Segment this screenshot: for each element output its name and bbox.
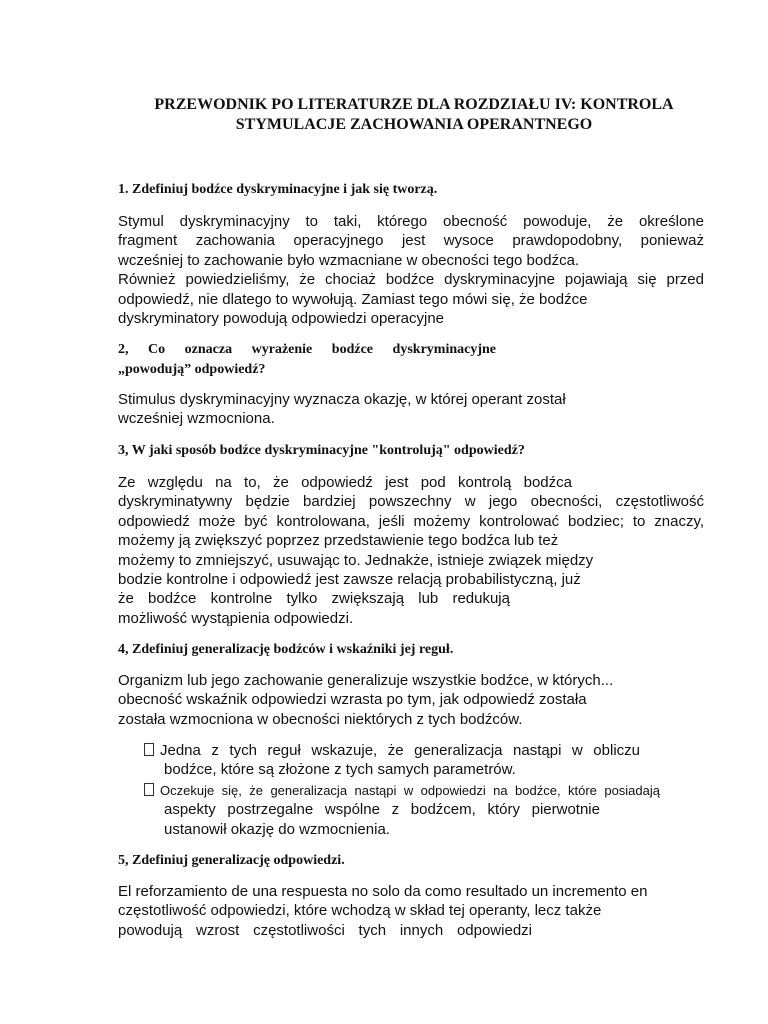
bullet-line: aspekty postrzegalne wspólne z bodźcem, który pierwotnie <box>164 801 600 819</box>
bullet-line: bodźce, które są złożone z tych samych parametrów. <box>164 761 516 779</box>
document-title <box>60 95 768 135</box>
bullet-line: ustanowił okazję do wzmocnienia. <box>164 820 390 838</box>
question-3-heading: 3, W jaki sposób bodźce dyskryminacyjne "kontrolują" odpowiedź? <box>118 443 525 458</box>
answer-line: możemy ją zwiększyć poprzez przedstawienie tego bodźca lub też <box>118 532 559 550</box>
answer-line: odpowiedź, nie dlatego to wywołują. Zamiast tego mówi się, że bodźce <box>118 290 588 308</box>
answer-5 <box>118 882 704 940</box>
question-4-heading: 4, Zdefiniuj generalizację bodźców i wskaźniki jej reguł. <box>118 642 454 657</box>
question-2-heading <box>118 340 496 380</box>
answer-line: bodzie kontrolne i odpowiedź jest zawsze relacją probabilistyczną, już <box>118 571 581 589</box>
answer-line: że bodźce kontrolne tylko zwiększają lub redukują <box>118 590 510 608</box>
question-2-heading-line-1: 2, Co oznacza wyrażenie bodźce dyskryminacyjne <box>118 342 496 357</box>
title-line-1: PRZEWODNIK PO LITERATURZE DLA ROZDZIAŁU IV: KONTROLA <box>154 96 674 113</box>
answer-line: częstotliwość odpowiedzi, które wchodzą w skład tej operanty, lecz także <box>118 902 602 920</box>
answer-line: Również powiedzieliśmy, że chociaż bodźce dyskryminacyjne pojawiają się przed <box>118 271 704 289</box>
answer-1 <box>118 212 704 328</box>
answer-line: Organizm lub jego zachowanie generalizuje wszystkie bodźce, w których... <box>118 672 614 689</box>
answer-line: odpowiedź może być kontrolowana, jeśli możemy kontrolować bodziec; to znaczy, <box>118 512 704 530</box>
question-5-heading: 5, Zdefiniuj generalizację odpowiedzi. <box>118 853 345 868</box>
checkbox-bullet-icon <box>144 783 154 796</box>
answer-line: możliwość wystąpienia odpowiedzi. <box>118 609 354 627</box>
answer-line: powodują wzrost częstotliwości tych innych odpowiedzi <box>118 921 532 939</box>
checkbox-bullet-icon <box>144 743 154 756</box>
answer-line: Stymul dyskryminacyjny to taki, którego obecność powoduje, że określone <box>118 213 704 230</box>
bullet-item-1 <box>144 741 704 780</box>
answer-line: Stimulus dyskryminacyjny wyznacza okazję, w której operant został <box>118 391 566 408</box>
answer-line: dyskryminatory powodują odpowiedzi operacyjne <box>118 310 445 328</box>
answer-2 <box>118 390 704 429</box>
answer-line: wcześniej to zachowanie było wzmacniane w obecności tego bodźca. <box>118 251 580 269</box>
answer-line: obecność wskaźnik odpowiedzi wzrasta po tym, jak odpowiedź została <box>118 691 587 709</box>
bullet-line: Jedna z tych reguł wskazuje, że generalizacja nastąpi w obliczu <box>144 741 640 760</box>
answer-3 <box>118 473 704 628</box>
title-line-2: STYMULACJE ZACHOWANIA OPERANTNEGO <box>235 116 593 133</box>
answer-line: dyskryminatywny będzie bardziej powszechny w jego obecności, częstotliwość <box>118 493 704 511</box>
answer-line: El reforzamiento de una respuesta no solo da como resultado un incremento en <box>118 883 648 900</box>
answer-line: możemy to zmniejszyć, usuwając to. Jednakże, istnieje związek między <box>118 551 594 569</box>
answer-line: została wzmocniona w obecności niektórych z tych bodźców. <box>118 710 523 728</box>
answer-line: Ze względu na to, że odpowiedź jest pod kontrolą bodźca <box>118 474 572 491</box>
bullet-line: Oczekuje się, że generalizacja nastąpi w odpowiedzi na bodźce, które posiadają <box>144 781 660 800</box>
question-1-heading: 1. Zdefiniuj bodźce dyskryminacyjne i jak się tworzą. <box>118 182 438 197</box>
answer-line: wcześniej wzmocniona. <box>118 410 275 428</box>
answer-4 <box>118 671 704 729</box>
question-2-heading-line-2: „powodują” odpowiedź? <box>118 362 266 377</box>
bullet-item-2 <box>144 781 704 839</box>
answer-line: fragment zachowania operacyjnego jest wysoce prawdopodobny, ponieważ <box>118 232 704 250</box>
